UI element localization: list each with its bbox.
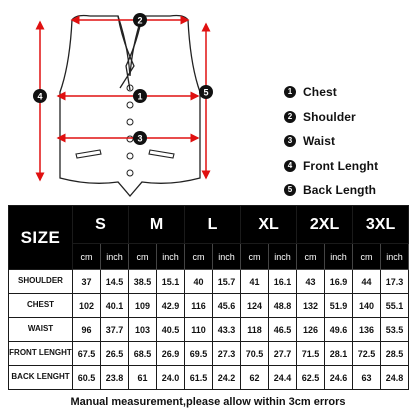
table-cell: 24.2	[213, 366, 241, 390]
table-cell: 24.8	[381, 366, 409, 390]
table-cell: 38.5	[129, 270, 157, 294]
table-cell: 49.6	[325, 318, 353, 342]
table-cell: 96	[73, 318, 101, 342]
marker-2-text: 2	[137, 15, 143, 26]
marker-back-length	[199, 85, 213, 99]
legend-label: Front Lenght	[303, 158, 379, 173]
marker-waist	[133, 131, 147, 145]
table-cell: 140	[353, 294, 381, 318]
unit-inch: inch	[269, 244, 297, 270]
legend-label: Chest	[303, 85, 337, 99]
table-cell: 53.5	[381, 318, 409, 342]
marker-chest	[133, 89, 147, 103]
table-cell: 26.5	[101, 342, 129, 366]
table-cell: 110	[185, 318, 213, 342]
table-cell: 14.5	[101, 270, 129, 294]
unit-cm: cm	[353, 244, 381, 270]
marker-5-text: 5	[203, 87, 209, 98]
table-cell: 24.6	[325, 366, 353, 390]
unit-cm: cm	[297, 244, 325, 270]
table-cell: 40.1	[101, 294, 129, 318]
marker-1-text: 1	[137, 91, 143, 102]
unit-inch: inch	[325, 244, 353, 270]
table-cell: 42.9	[157, 294, 185, 318]
row-label: CHEST	[9, 294, 73, 318]
unit-cm: cm	[241, 244, 269, 270]
marker-4-text: 4	[37, 91, 43, 102]
legend-item-waist	[284, 129, 414, 153]
legend-item-shoulder	[284, 105, 414, 129]
table-cell: 103	[129, 318, 157, 342]
row-label: SHOULDER	[9, 270, 73, 294]
table-cell: 126	[297, 318, 325, 342]
table-cell: 15.7	[213, 270, 241, 294]
table-cell: 55.1	[381, 294, 409, 318]
marker-front-length	[33, 89, 47, 103]
table-cell: 70.5	[241, 342, 269, 366]
table-cell: 71.5	[297, 342, 325, 366]
marker-3-text: 3	[137, 133, 143, 144]
table-row	[9, 366, 409, 390]
table-cell: 48.8	[269, 294, 297, 318]
table-cell: 61.5	[185, 366, 213, 390]
table-row	[9, 294, 409, 318]
table-cell: 136	[353, 318, 381, 342]
measurement-legend	[284, 80, 414, 203]
size-header-l: L	[185, 206, 241, 244]
table-cell: 102	[73, 294, 101, 318]
table-cell: 46.5	[269, 318, 297, 342]
table-cell: 28.5	[381, 342, 409, 366]
unit-inch: inch	[381, 244, 409, 270]
table-cell: 51.9	[325, 294, 353, 318]
table-row	[9, 270, 409, 294]
vest-outline	[60, 16, 200, 197]
table-cell: 26.9	[157, 342, 185, 366]
table-cell: 118	[241, 318, 269, 342]
legend-label: Waist	[303, 134, 336, 148]
table-cell: 69.5	[185, 342, 213, 366]
unit-inch: inch	[157, 244, 185, 270]
table-row	[9, 342, 409, 366]
legend-number: 1	[284, 86, 296, 98]
table-cell: 28.1	[325, 342, 353, 366]
legend-number: 3	[284, 135, 296, 147]
table-cell: 16.1	[269, 270, 297, 294]
table-cell: 40	[185, 270, 213, 294]
table-cell: 61	[129, 366, 157, 390]
row-label: FRONT LENGHT	[9, 342, 73, 366]
row-label: WAIST	[9, 318, 73, 342]
table-cell: 24.4	[269, 366, 297, 390]
table-cell: 24.0	[157, 366, 185, 390]
size-chart-table	[8, 205, 409, 390]
table-cell: 44	[353, 270, 381, 294]
unit-inch: inch	[101, 244, 129, 270]
legend-item-chest	[284, 80, 414, 104]
table-cell: 109	[129, 294, 157, 318]
size-header-label: SIZE	[9, 206, 73, 270]
table-cell: 62	[241, 366, 269, 390]
table-cell: 37	[73, 270, 101, 294]
unit-cm: cm	[73, 244, 101, 270]
table-cell: 15.1	[157, 270, 185, 294]
size-header-2xl: 2XL	[297, 206, 353, 244]
table-cell: 124	[241, 294, 269, 318]
legend-label: Back Length	[303, 183, 377, 197]
table-cell: 67.5	[73, 342, 101, 366]
legend-label: Shoulder	[303, 109, 356, 124]
unit-cm: cm	[185, 244, 213, 270]
vest-buttons	[127, 85, 133, 176]
marker-shoulder	[133, 13, 147, 27]
table-cell: 41	[241, 270, 269, 294]
left-pocket	[76, 150, 101, 158]
legend-number: 2	[284, 111, 296, 123]
table-cell: 132	[297, 294, 325, 318]
measurement-note: Manual measurement,please allow within 3cm errors	[70, 396, 346, 408]
legend-item-back-length	[284, 178, 414, 202]
table-cell: 72.5	[353, 342, 381, 366]
table-cell: 37.7	[101, 318, 129, 342]
table-cell: 17.3	[381, 270, 409, 294]
table-row	[9, 318, 409, 342]
unit-cm: cm	[129, 244, 157, 270]
legend-number: 5	[284, 184, 296, 196]
table-cell: 23.8	[101, 366, 129, 390]
size-header-3xl: 3XL	[353, 206, 409, 244]
table-cell: 43	[297, 270, 325, 294]
table-cell: 68.5	[129, 342, 157, 366]
table-cell: 63	[353, 366, 381, 390]
size-header-s: S	[73, 206, 129, 244]
right-pocket	[149, 150, 174, 158]
table-cell: 60.5	[73, 366, 101, 390]
table-cell: 27.7	[269, 342, 297, 366]
size-header-xl: XL	[241, 206, 297, 244]
legend-item-front-length	[284, 154, 414, 178]
table-cell: 43.3	[213, 318, 241, 342]
legend-number: 4	[284, 160, 296, 172]
table-cell: 40.5	[157, 318, 185, 342]
size-header-m: M	[129, 206, 185, 244]
table-cell: 62.5	[297, 366, 325, 390]
row-label: BACK LENGHT	[9, 366, 73, 390]
table-cell: 116	[185, 294, 213, 318]
table-cell: 27.3	[213, 342, 241, 366]
table-cell: 16.9	[325, 270, 353, 294]
unit-inch: inch	[213, 244, 241, 270]
table-cell: 45.6	[213, 294, 241, 318]
